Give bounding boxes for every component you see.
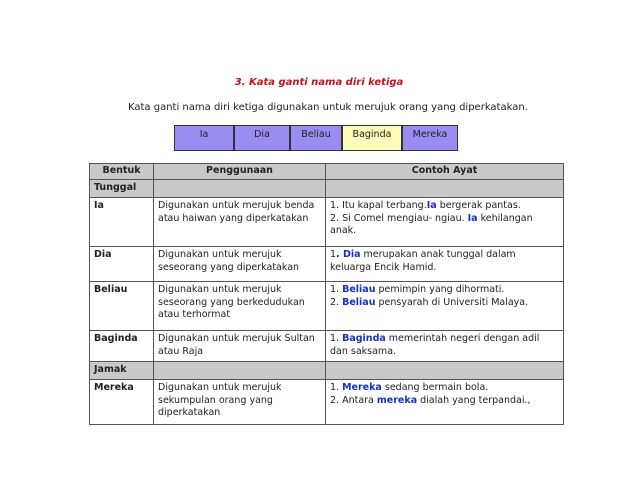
header-contoh-ayat: Contoh Ayat [326,164,564,180]
pronoun-box-beliau: Beliau [290,125,342,151]
bentuk-cell: Mereka [90,380,154,425]
pronoun-table [89,163,564,425]
table-row [90,247,564,282]
contoh-cell: 1. Baginda memerintah negeri dengan adil dan saksama. [326,331,564,362]
group-label: Tunggal [90,180,154,198]
contoh-cell: 1. Mereka sedang bermain bola. 2. Antara mereka dialah yang terpandai., [326,380,564,425]
bentuk-cell: Beliau [90,282,154,331]
pronoun-box-ia: Ia [174,125,234,151]
group-label: Jamak [90,362,154,380]
penggunaan-cell: Digunakan untuk merujuk benda atau haiwan yang diperkatakan [154,198,326,247]
table-row [90,198,564,247]
pronoun-box-dia: Dia [234,125,290,151]
penggunaan-cell: Digunakan untuk merujuk sekumpulan orang yang diperkatakan [154,380,326,425]
table-row [90,331,564,362]
table-row [90,380,564,425]
penggunaan-cell: Digunakan untuk merujuk seseorang yang diperkatakan [154,247,326,282]
contoh-cell: 1. Itu kapal terbang.Ia bergerak pantas. 2. Si Comel mengiau- ngiau. Ia kehilangan anak. [326,198,564,247]
bentuk-cell: Ia [90,198,154,247]
intro-text: Kata ganti nama diri ketiga digunakan untuk merujuk orang yang diperkatakan. [128,102,528,113]
pronoun-box-baginda: Baginda [342,125,402,151]
contoh-cell: 1. Beliau pemimpin yang dihormati. 2. Beliau pensyarah di Universiti Malaya. [326,282,564,331]
penggunaan-cell: Digunakan untuk merujuk seseorang yang berkedudukan atau terhormat [154,282,326,331]
group-row-jamak [90,362,564,380]
header-penggunaan: Penggunaan [154,164,326,180]
group-row-tunggal [90,180,564,198]
contoh-cell: 1. Dia merupakan anak tunggal dalam keluarga Encik Hamid. [326,247,564,282]
penggunaan-cell: Digunakan untuk merujuk Sultan atau Raja [154,331,326,362]
header-bentuk: Bentuk [90,164,154,180]
bentuk-cell: Baginda [90,331,154,362]
section-title: 3. Kata ganti nama diri ketiga [234,77,404,88]
table-row [90,282,564,331]
pronoun-box-mereka: Mereka [402,125,458,151]
table-header-row [90,164,564,180]
bentuk-cell: Dia [90,247,154,282]
